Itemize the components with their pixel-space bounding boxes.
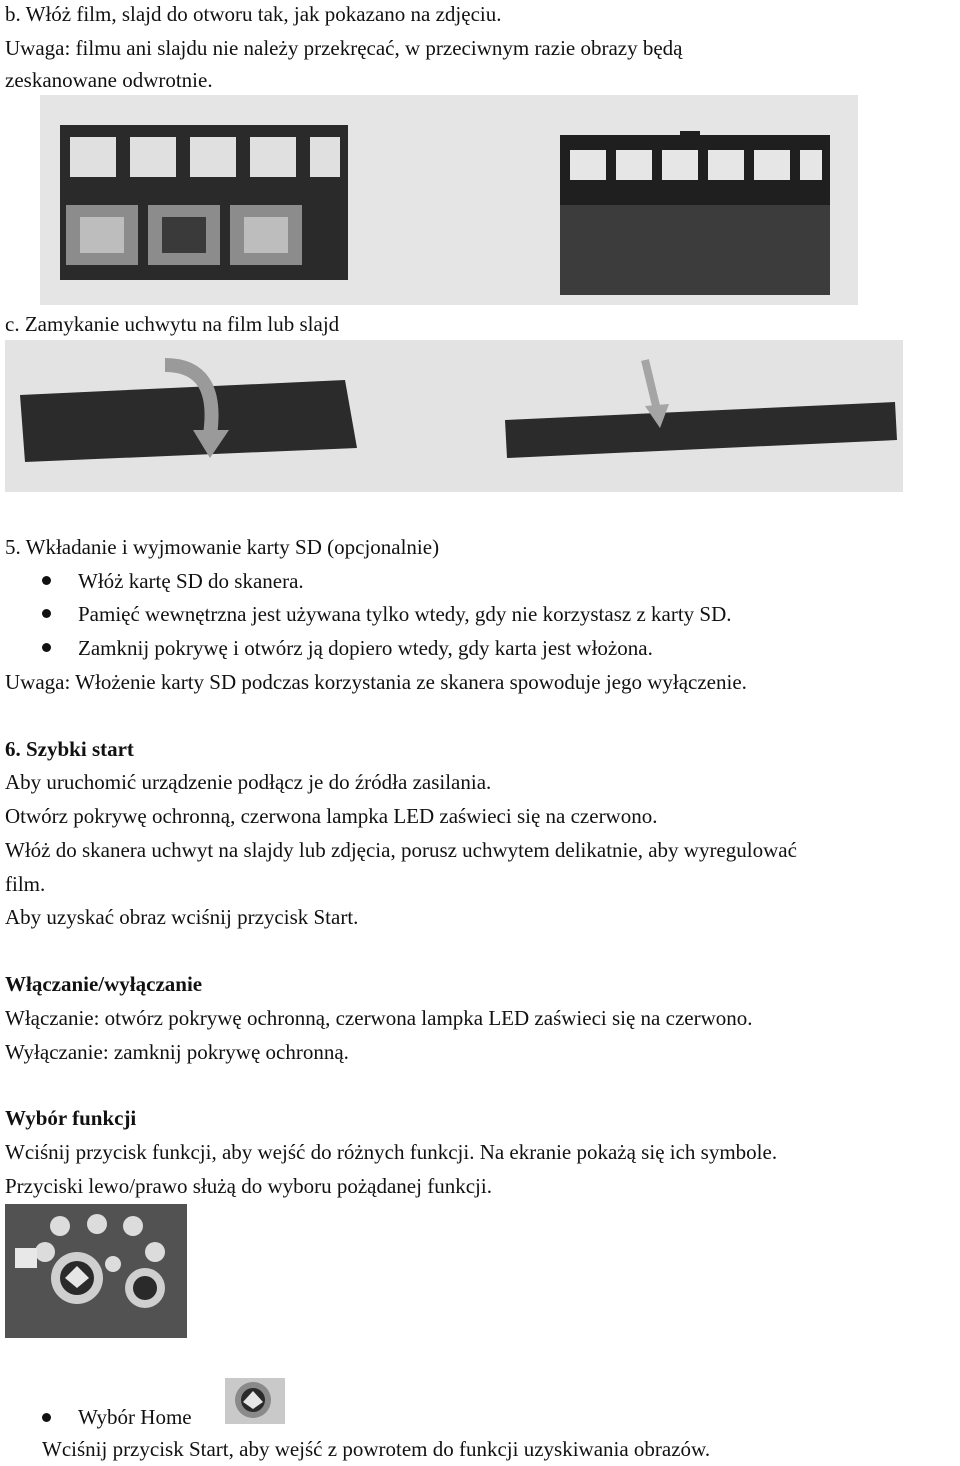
film-holder-image <box>560 131 830 295</box>
step-b-text: b. Włóż film, slajd do otworu tak, jak pokazano na zdjęciu. <box>5 2 502 26</box>
section-5-bullet-2: Pamięć wewnętrzna jest używana tylko wtedy, gdy nie korzystasz z karty SD. <box>78 602 732 626</box>
power-on-text: Włączanie: otwórz pokrywę ochronną, czerwona lampka LED zaświeci się na czerwono. <box>5 1006 753 1030</box>
power-heading: Włączanie/wyłączanie <box>5 972 203 996</box>
section-6-heading: 6. Szybki start <box>5 737 134 761</box>
bullet-icon <box>42 643 51 652</box>
section-5-bullet-1: Włóż kartę SD do skanera. <box>78 569 304 593</box>
holders-photo <box>40 95 858 305</box>
section-6-line-2: Otwórz pokrywę ochronną, czerwona lampka LED zaświeci się na czerwono. <box>5 804 658 828</box>
section-6-line-4: film. <box>5 872 46 896</box>
home-line: Wciśnij przycisk Start, aby wejść z powrotem do funkcji uzyskiwania obrazów. <box>42 1437 711 1461</box>
functions-line-1: Wciśnij przycisk funkcji, aby wejść do różnych funkcji. Na ekranie pokażą się ich symbole. <box>5 1140 778 1164</box>
section-5-note: Uwaga: Włożenie karty SD podczas korzystania ze skanera spowoduje jego wyłączenie. <box>5 670 747 694</box>
section-6-line-3: Włóż do skanera uchwyt na slajdy lub zdjęcia, porusz uchwytem delikatnie, aby wyregulować <box>5 838 797 862</box>
functions-line-2: Przyciski lewo/prawo służą do wyboru pożądanej funkcji. <box>5 1174 492 1198</box>
home-bullet-text: Wybór Home <box>78 1405 192 1429</box>
power-off-text: Wyłączanie: zamknij pokrywę ochronną. <box>5 1040 349 1064</box>
section-6-line-1: Aby uruchomić urządzenie podłącz je do źródła zasilania. <box>5 770 492 794</box>
section-5-bullet-3: Zamknij pokrywę i otwórz ją dopiero wtedy, gdy karta jest włożona. <box>78 636 653 660</box>
section-5-heading: 5. Wkładanie i wyjmowanie karty SD (opcjonalnie) <box>5 535 440 559</box>
closing-holder-photo <box>5 340 903 492</box>
functions-heading: Wybór funkcji <box>5 1106 137 1130</box>
bullet-icon <box>42 609 51 618</box>
bullet-icon <box>42 1413 51 1422</box>
home-icon <box>225 1378 285 1424</box>
warning-line-1: Uwaga: filmu ani slajdu nie należy przekręcać, w przeciwnym razie obrazy będą <box>5 36 683 60</box>
section-6-line-5: Aby uzyskać obraz wciśnij przycisk Start. <box>5 905 359 929</box>
bullet-icon <box>42 576 51 585</box>
function-buttons-photo <box>5 1204 187 1338</box>
slide-holder-image <box>60 125 348 280</box>
step-c-text: c. Zamykanie uchwytu na film lub slajd <box>5 312 340 336</box>
warning-line-2: zeskanowane odwrotnie. <box>5 68 213 92</box>
